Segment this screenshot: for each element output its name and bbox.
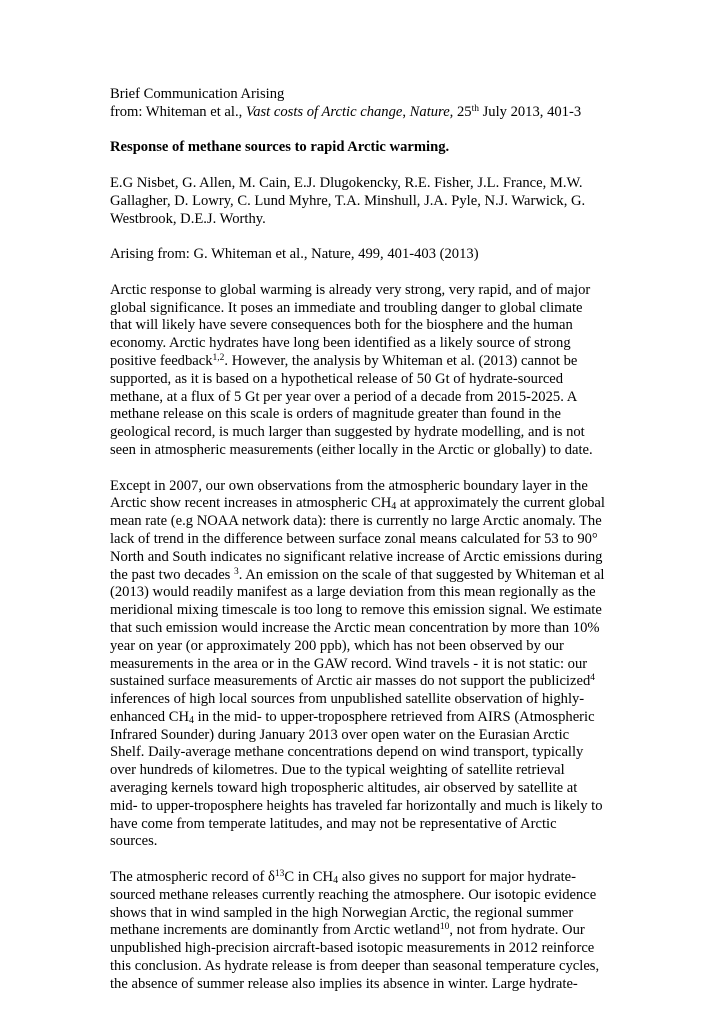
author-list: E.G Nisbet, G. Allen, M. Cain, E.J. Dlugokencky, R.E. Fisher, J.L. France, M.W. Gallagher, D. Lowry, C. Lund Myhre, T.A. Minshull, J.A. Pyle, N.J. Warwick, G. Westbrook, D.E.J. Worthy. [110, 174, 586, 227]
body-paragraph-1: Arctic response to global warming is already very strong, very rapid, and of major global significance. It poses an immediate and troubling danger to global climate that will likely have severe consequences both for the biosphere and the human economy. Arctic hydrates have long been identified as a likely source of strong positive feedback$^{1,2}$. However, the analysis by Whiteman et al. (2013) cannot be supported, as it is based on a hypothetical release of 50 Gt of hydrate-sourced methane, at a flux of 5 Gt per year over a period of a decade from 2015-2025. A methane release on this scale is orders of magnitude greater than found in the geological record, is much larger than suggested by hydrate modelling, and is not seen in atmospheric measurements (either locally in the Arctic or globally) to date. [110, 281, 593, 458]
source-journal: Nature, [409, 103, 454, 120]
source-article-title: Vast costs of Arctic change [245, 103, 403, 120]
citation-ref: 10 [439, 922, 450, 933]
body-paragraph-2: Except in 2007, our own observations from the atmospheric boundary layer in the Arctic show recent increases in atmospheric $CH_4$ at approximately the current global mean rate (e.g NOAA network data): there is currently no large Arctic anomaly. The lack of trend in the difference between surface zonal means calculated for 53 to 90° North and South indicates no significant relative increase of Arctic emissions during the past two decades $^3$. An emission on the scale of that suggested by Whiteman et al (2013) would readily manifest as a large deviation from this mean regionally as the meridional mixing timescale is too long to remove this emission signal. We estimate that such emission would increase the Arctic mean concentration by more than 10% year on year (or approximately 200 ppb), which has not been observed by our measurements in the area or in the GAW record. Wind travels - it is not static: our sustained surface measurements of Arctic air masses do not support the publicized$^4$ inferences of high local sources from unpublished satellite observation of highly-enhanced $CH_4$ in the mid- to upper-troposphere retrieved from AIRS (Atmospheric Infrared Sounder) during January 2013 over open water on the Eurasian Arctic Shelf. Daily-average methane concentrations depend on wind transport, typically over hundreds of kilometres. Due to the typical weighting of satellite retrieval averaging kernels toward high tropospheric altitudes, air observed by satellite at mid- to upper-troposphere heights has traveled far horizontally and much is likely to have come from temperate latitudes, and may not be representative of Arctic sources. [110, 477, 605, 850]
body-paragraph-3: The atmospheric record of $\delta^{13}C$ in $CH_4$ also gives no support for major hydrate-sourced methane releases currently reaching the atmosphere. Our isotopic evidence shows that in wind sampled in the high Norwegian Arctic, the regional summer methane increments are dominantly from Arctic wetland$^{10}$, not from hydrate. Our unpublished high-precision aircraft-based isotopic measurements in 2012 reinforce this conclusion. As hydrate release is from deeper than seasonal temperature cycles, the absence of summer release also implies its absence in winter. Large hydrate- [110, 869, 600, 992]
communication-type: Brief Communication Arising [110, 86, 285, 102]
document-body [110, 86, 606, 994]
citation-ref: 3 [234, 566, 239, 577]
citation-ref: 4 [590, 673, 595, 684]
article-title: Response of methane sources to rapid Arctic warming. [110, 139, 450, 156]
source-citation: from: Whiteman et al., Vast costs of Arctic change, Nature, 25th July 2013, 401-3 [110, 103, 582, 120]
citation-ref: 1,2 [212, 352, 225, 363]
arising-from-reference: Arising from: G. Whiteman et al., Nature, 499, 401-403 (2013) [110, 246, 479, 263]
